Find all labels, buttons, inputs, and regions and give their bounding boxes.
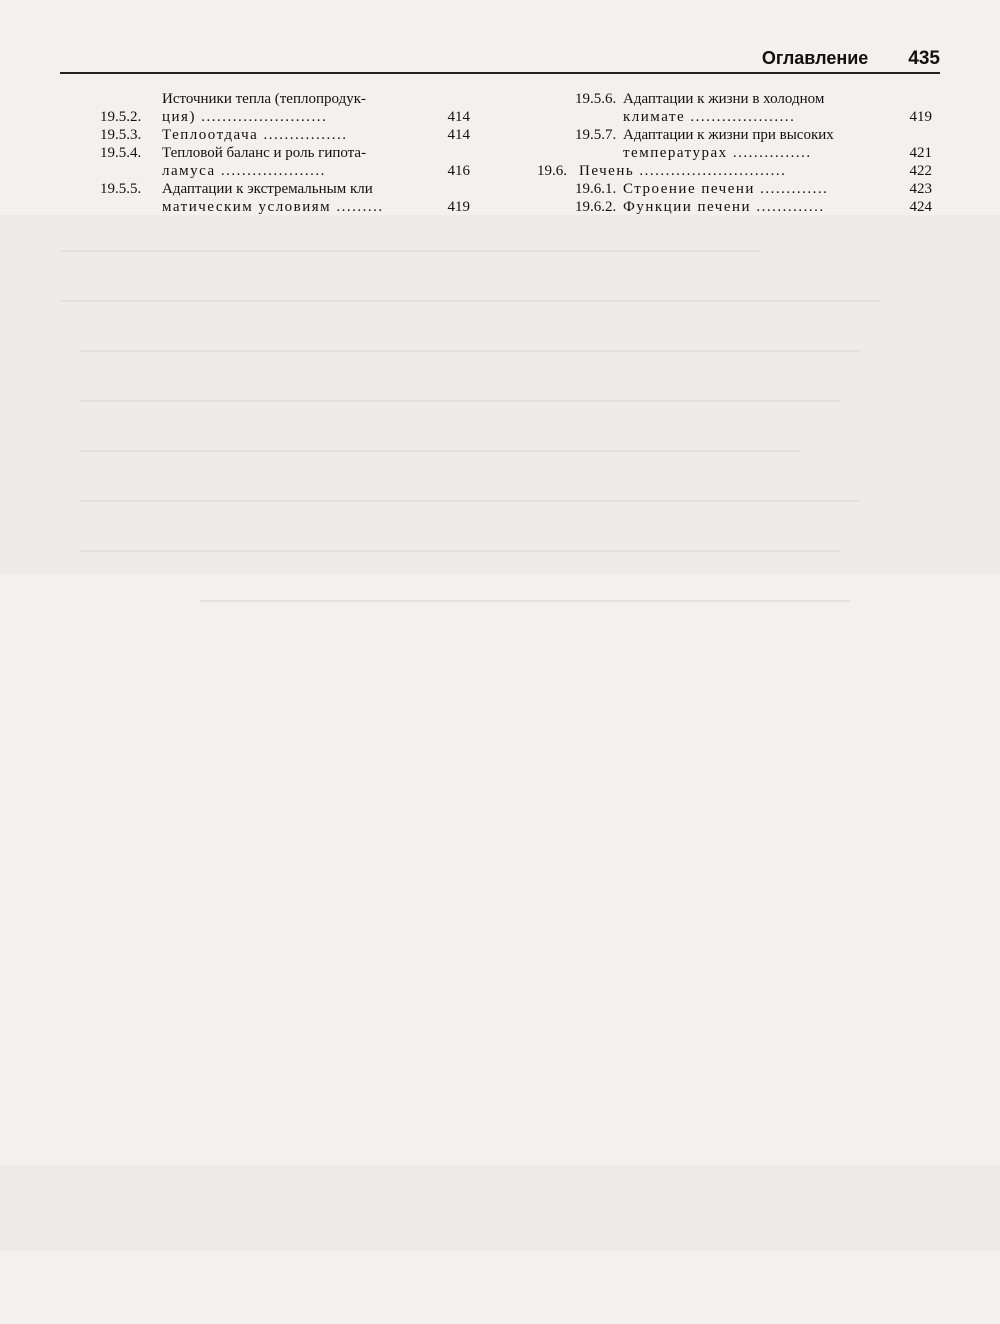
toc-entry-title	[162, 126, 430, 144]
toc-left-column	[100, 90, 470, 216]
toc-entry-number: 19.5.6.	[575, 91, 617, 107]
toc-entry-number: 19.5.2.	[100, 109, 142, 125]
toc-entry-page: 423	[909, 181, 932, 197]
toc-entry-line: Адаптации к жизни в холодном	[623, 91, 825, 107]
toc-entry-number: 19.5.5.	[100, 181, 142, 197]
toc-entry-line: Источники тепла (теплопродук-	[162, 91, 366, 107]
toc-entry	[100, 126, 470, 144]
toc-entry-line: Тепловой баланс и роль гипота-	[162, 145, 367, 161]
toc-entry-title	[579, 162, 892, 180]
toc-entry-title	[623, 198, 892, 216]
toc-entry-page: 414	[447, 109, 470, 125]
toc-entry-title	[162, 90, 430, 126]
toc-entry-line: ция) ........................	[162, 109, 328, 125]
toc-entry-line: Адаптации к экстремальным кли	[162, 181, 373, 197]
header-rule	[60, 72, 940, 74]
toc-entry	[100, 90, 470, 126]
bleed-through-line	[80, 350, 860, 352]
toc-entry-page: 419	[447, 199, 470, 215]
toc-entry-page: 414	[447, 127, 470, 143]
toc-entry-line: Теплоотдача ................	[162, 127, 348, 143]
toc-entry-number: 19.5.3.	[100, 127, 142, 143]
toc-entry	[575, 90, 932, 126]
running-head-title: Оглавление	[761, 48, 869, 68]
toc-entry-line: ламуса ....................	[162, 163, 326, 179]
toc-entry-page: 419	[909, 109, 932, 125]
toc-entry-number: 19.5.4.	[100, 145, 142, 161]
toc-entry-title	[623, 180, 892, 198]
toc-entry-page: 416	[447, 163, 470, 179]
toc-entry	[575, 126, 932, 162]
bleed-through-line	[200, 600, 850, 602]
toc-entry-number: 19.6.1.	[575, 181, 617, 197]
bleed-through-line	[80, 450, 800, 452]
toc-entry	[537, 162, 932, 180]
toc-entry-line: матическим условиям .........	[162, 199, 384, 215]
toc-entry	[575, 198, 932, 216]
page-number: 435	[908, 48, 940, 69]
toc-entry-page: 424	[909, 199, 932, 215]
bleed-through-line	[80, 400, 840, 402]
toc-entry-title	[623, 90, 892, 126]
toc-entry	[100, 144, 470, 180]
bleed-through-band	[0, 215, 1000, 575]
bleed-through-footer	[0, 1165, 1000, 1250]
toc-entry-number: 19.6.2.	[575, 199, 617, 215]
toc-entry	[100, 180, 470, 216]
bleed-through-line	[80, 500, 860, 502]
bleed-through-line	[60, 250, 760, 252]
toc-entry-title	[623, 126, 892, 162]
toc-entry-line: Строение печени .............	[623, 181, 829, 197]
toc-right-column	[537, 90, 932, 216]
bleed-through-line	[80, 550, 840, 552]
toc-entry-page: 422	[909, 163, 932, 179]
toc-entry-number: 19.5.7.	[575, 127, 617, 143]
toc-entry-page: 421	[909, 145, 932, 161]
toc-entry-number: 19.6.	[537, 163, 567, 179]
toc-entry-line: климате ....................	[623, 109, 796, 125]
toc-entry-line: Печень ............................	[579, 163, 787, 179]
toc-entry	[575, 180, 932, 198]
toc-entry-title	[162, 144, 430, 180]
toc-entry-line: Функции печени .............	[623, 199, 825, 215]
toc-entry-line: Адаптации к жизни при высоких	[623, 127, 834, 143]
toc-entry-title	[162, 180, 430, 216]
bleed-through-line	[60, 300, 880, 302]
running-head	[762, 48, 940, 70]
toc-entry-line: температурах ...............	[623, 145, 812, 161]
